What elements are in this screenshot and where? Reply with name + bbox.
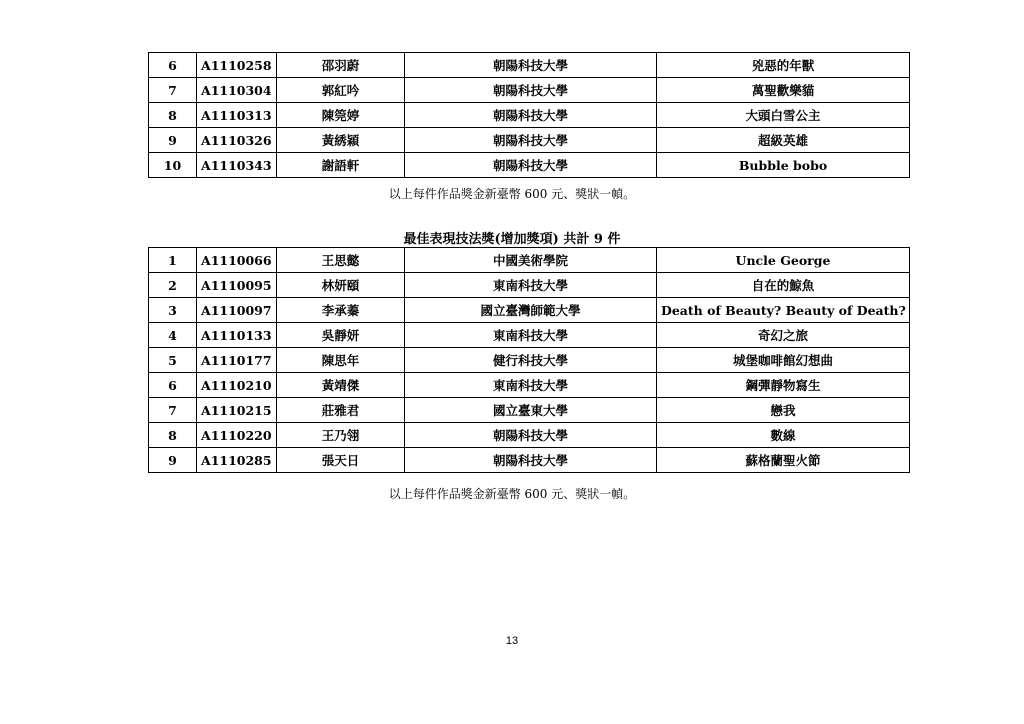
entry-number: 6 bbox=[149, 53, 197, 78]
table-row bbox=[149, 398, 910, 423]
entry-id: A1110066 bbox=[197, 248, 277, 273]
work-title: 兇惡的年獸 bbox=[657, 53, 910, 78]
entry-number: 6 bbox=[149, 373, 197, 398]
author-name: 黃綉穎 bbox=[277, 128, 405, 153]
table-row bbox=[149, 273, 910, 298]
author-name: 謝語軒 bbox=[277, 153, 405, 178]
school-name: 朝陽科技大學 bbox=[405, 153, 657, 178]
work-title: 蘇格蘭聖火節 bbox=[657, 448, 910, 473]
entry-number: 1 bbox=[149, 248, 197, 273]
entry-number: 9 bbox=[149, 128, 197, 153]
table-row bbox=[149, 323, 910, 348]
author-name: 林妍頤 bbox=[277, 273, 405, 298]
entry-id: A1110095 bbox=[197, 273, 277, 298]
work-title: 鋼彈靜物寫生 bbox=[657, 373, 910, 398]
author-name: 陳筦婷 bbox=[277, 103, 405, 128]
table-row bbox=[149, 153, 910, 178]
award-table-continued bbox=[148, 52, 910, 178]
work-title: 城堡咖啡館幻想曲 bbox=[657, 348, 910, 373]
entry-id: A1110215 bbox=[197, 398, 277, 423]
entry-id: A1110177 bbox=[197, 348, 277, 373]
school-name: 國立臺灣師範大學 bbox=[405, 298, 657, 323]
school-name: 朝陽科技大學 bbox=[405, 128, 657, 153]
table-row bbox=[149, 298, 910, 323]
entry-number: 5 bbox=[149, 348, 197, 373]
school-name: 健行科技大學 bbox=[405, 348, 657, 373]
school-name: 朝陽科技大學 bbox=[405, 53, 657, 78]
work-title: Death of Beauty? Beauty of Death? bbox=[657, 298, 910, 323]
author-name: 莊雅君 bbox=[277, 398, 405, 423]
entry-number: 4 bbox=[149, 323, 197, 348]
table-row bbox=[149, 78, 910, 103]
award-table-best-technique bbox=[148, 247, 910, 473]
author-name: 王乃翎 bbox=[277, 423, 405, 448]
work-title: 萬聖歡樂貓 bbox=[657, 78, 910, 103]
school-name: 朝陽科技大學 bbox=[405, 78, 657, 103]
table-row bbox=[149, 373, 910, 398]
entry-id: A1110220 bbox=[197, 423, 277, 448]
author-name: 王思懿 bbox=[277, 248, 405, 273]
author-name: 李承蓁 bbox=[277, 298, 405, 323]
entry-id: A1110258 bbox=[197, 53, 277, 78]
table-row bbox=[149, 448, 910, 473]
author-name: 吳靜妍 bbox=[277, 323, 405, 348]
entry-number: 2 bbox=[149, 273, 197, 298]
entry-id: A1110133 bbox=[197, 323, 277, 348]
author-name: 郭紅吟 bbox=[277, 78, 405, 103]
school-name: 東南科技大學 bbox=[405, 323, 657, 348]
school-name: 東南科技大學 bbox=[405, 273, 657, 298]
entry-number: 7 bbox=[149, 78, 197, 103]
entry-id: A1110326 bbox=[197, 128, 277, 153]
entry-id: A1110304 bbox=[197, 78, 277, 103]
entry-number: 3 bbox=[149, 298, 197, 323]
prize-note-1: 以上每件作品獎金新臺幣 600 元、獎狀一幀。 bbox=[388, 187, 636, 201]
school-name: 中國美術學院 bbox=[405, 248, 657, 273]
entry-id: A1110097 bbox=[197, 298, 277, 323]
entry-number: 7 bbox=[149, 398, 197, 423]
entry-number: 8 bbox=[149, 103, 197, 128]
work-title: Bubble bobo bbox=[657, 153, 910, 178]
work-title: 大頭白雪公主 bbox=[657, 103, 910, 128]
entry-id: A1110343 bbox=[197, 153, 277, 178]
page-number: 13 bbox=[505, 635, 519, 647]
school-name: 朝陽科技大學 bbox=[405, 448, 657, 473]
table-row bbox=[149, 348, 910, 373]
work-title: 奇幻之旅 bbox=[657, 323, 910, 348]
entry-number: 8 bbox=[149, 423, 197, 448]
table-row bbox=[149, 103, 910, 128]
table-row bbox=[149, 128, 910, 153]
entry-id: A1110210 bbox=[197, 373, 277, 398]
entry-number: 10 bbox=[149, 153, 197, 178]
school-name: 朝陽科技大學 bbox=[405, 103, 657, 128]
entry-number: 9 bbox=[149, 448, 197, 473]
table-row bbox=[149, 423, 910, 448]
school-name: 朝陽科技大學 bbox=[405, 423, 657, 448]
author-name: 張天日 bbox=[277, 448, 405, 473]
school-name: 國立臺東大學 bbox=[405, 398, 657, 423]
work-title: Uncle George bbox=[657, 248, 910, 273]
author-name: 陳思年 bbox=[277, 348, 405, 373]
prize-note-2: 以上每件作品獎金新臺幣 600 元、獎狀一幀。 bbox=[388, 487, 636, 501]
work-title: 戀我 bbox=[657, 398, 910, 423]
table-row bbox=[149, 248, 910, 273]
work-title: 數線 bbox=[657, 423, 910, 448]
work-title: 超級英雄 bbox=[657, 128, 910, 153]
section-heading-best-technique: 最佳表現技法獎(增加獎項) 共計 9 件 bbox=[403, 232, 621, 247]
work-title: 自在的鯨魚 bbox=[657, 273, 910, 298]
school-name: 東南科技大學 bbox=[405, 373, 657, 398]
entry-id: A1110313 bbox=[197, 103, 277, 128]
table-row bbox=[149, 53, 910, 78]
author-name: 黃靖傑 bbox=[277, 373, 405, 398]
author-name: 邵羽蔚 bbox=[277, 53, 405, 78]
entry-id: A1110285 bbox=[197, 448, 277, 473]
